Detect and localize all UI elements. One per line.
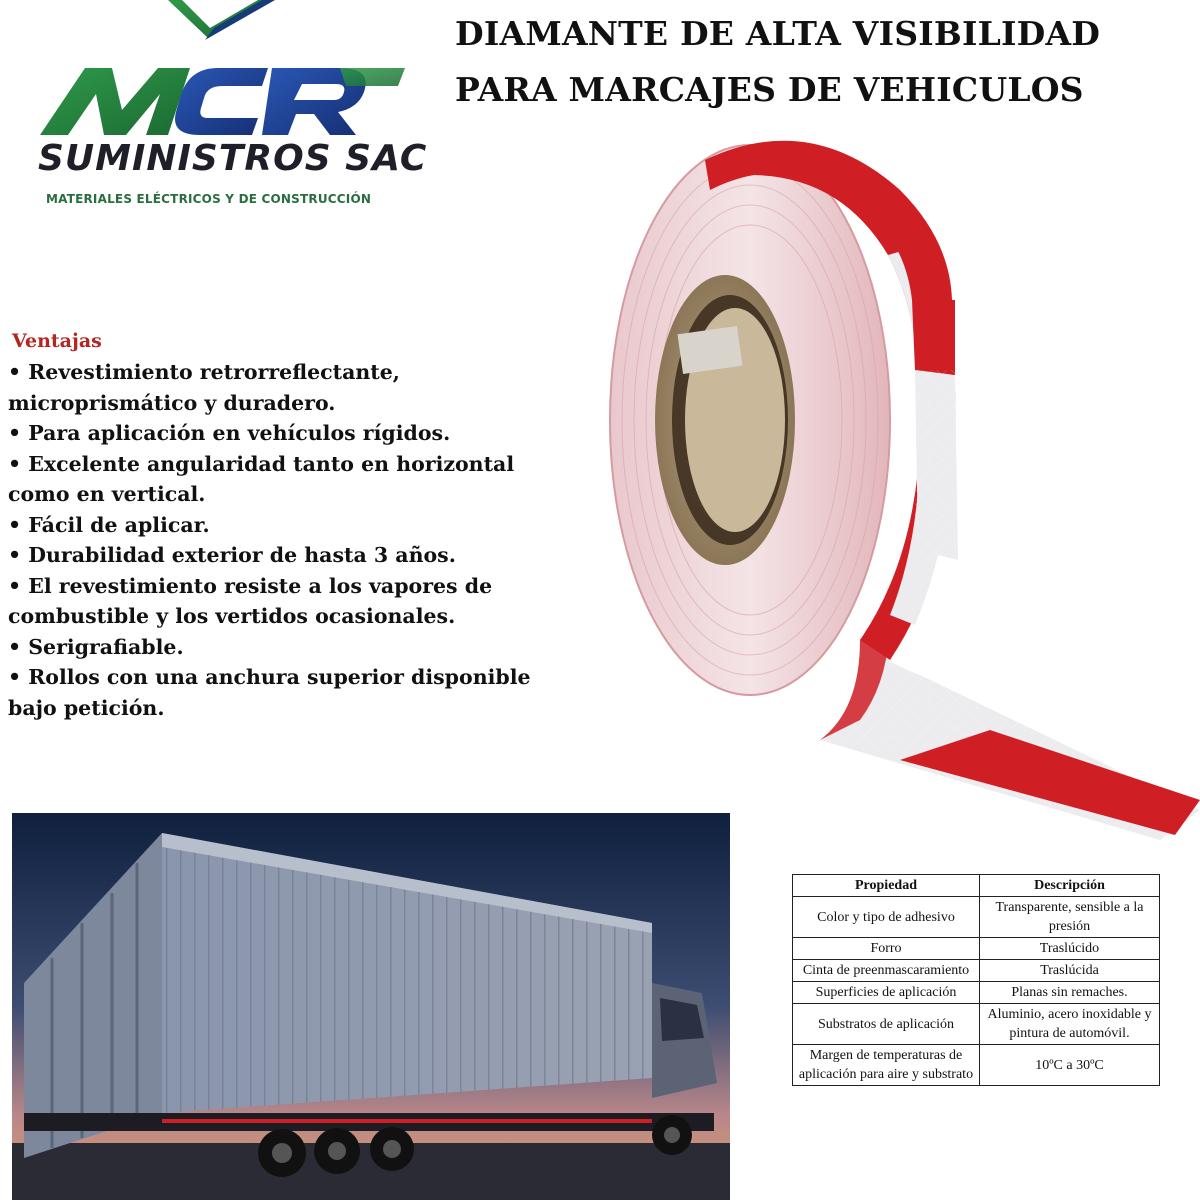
- ventajas-line: • Durabilidad exterior de hasta 3 años.: [8, 543, 456, 567]
- spec-table: [792, 874, 1160, 1086]
- brand-tagline: MATERIALES ELÉCTRICOS Y DE CONSTRUCCIÓN: [46, 192, 372, 206]
- ventajas-line: combustible y los vertidos ocasionales.: [8, 604, 456, 628]
- table-row: [793, 897, 1160, 938]
- ventajas-line: • El revestimiento resiste a los vapores de: [8, 573, 493, 598]
- ventajas-line: • Serigrafiable.: [8, 634, 184, 659]
- ventajas-line: • Revestimiento retrorreflectante,: [8, 360, 400, 384]
- table-cell-description: Transparente, sensible a la presión: [980, 897, 1160, 938]
- table-row: [793, 960, 1160, 982]
- reflective-tape-roll-image: [560, 120, 1200, 840]
- table-row: [793, 938, 1160, 960]
- table-cell-property: Color y tipo de adhesivo: [793, 897, 980, 938]
- table-cell-description: Traslúcida: [980, 960, 1160, 982]
- table-cell-property: Substratos de aplicación: [793, 1004, 980, 1045]
- page-title: [455, 6, 1195, 118]
- ventajas-line: bajo petición.: [8, 695, 165, 720]
- table-row: [793, 1045, 1160, 1086]
- ventajas-list: [8, 357, 583, 723]
- ventajas-line: como en vertical.: [8, 482, 206, 506]
- column-header-propiedad: Propiedad: [793, 875, 980, 897]
- table-cell-description: Planas sin remaches.: [980, 982, 1160, 1004]
- table-cell-property: Cinta de preenmascaramiento: [793, 960, 980, 982]
- ventajas-line: microprismático y duradero.: [8, 390, 336, 415]
- container-truck-photo: [12, 813, 730, 1200]
- table-cell-property: Forro: [793, 938, 980, 960]
- table-cell-property: Superficies de aplicación: [793, 982, 980, 1004]
- ventajas-line: • Para aplicación en vehículos rígidos.: [8, 421, 451, 445]
- table-cell-description: 10ºC a 30ºC: [980, 1045, 1160, 1086]
- ventajas-heading: Ventajas: [12, 330, 102, 352]
- title-line-2: PARA MARCAJES DE VEHICULOS: [455, 70, 1084, 109]
- column-header-descripcion: Descripción: [980, 875, 1160, 897]
- ventajas-line: • Excelente angularidad tanto en horizontal: [8, 451, 515, 476]
- ventajas-line: • Fácil de aplicar.: [8, 512, 210, 537]
- table-row: [793, 982, 1160, 1004]
- table-row: [793, 1004, 1160, 1045]
- mcr-logo-icon: [0, 0, 430, 215]
- company-logo: [0, 0, 430, 215]
- table-header-row: [793, 875, 1160, 897]
- title-line-1: DIAMANTE DE ALTA VISIBILIDAD: [455, 14, 1101, 53]
- table-cell-property: Margen de temperaturas de aplicación para aire y substrato: [793, 1045, 980, 1086]
- table-cell-description: Traslúcido: [980, 938, 1160, 960]
- brand-name: SUMINISTROS SAC: [38, 138, 428, 179]
- ventajas-line: • Rollos con una anchura superior disponible: [8, 665, 531, 689]
- table-cell-description: Aluminio, acero inoxidable y pintura de automóvil.: [980, 1004, 1160, 1045]
